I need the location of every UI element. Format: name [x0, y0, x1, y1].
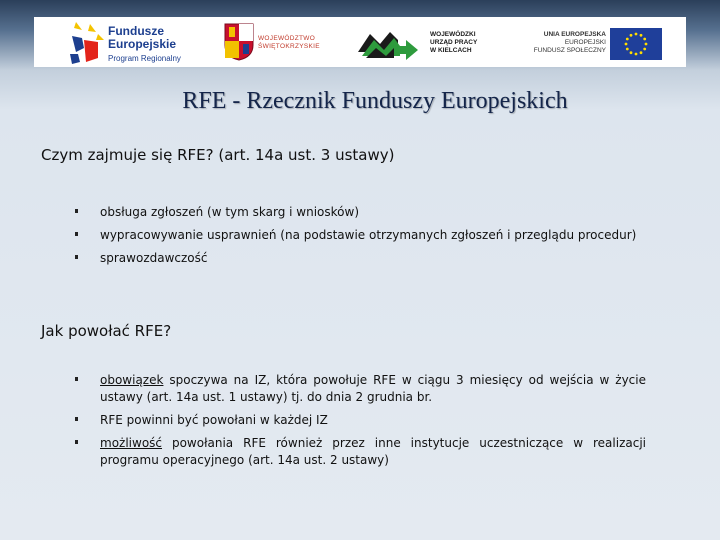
bullet-icon: [75, 232, 78, 236]
list-item-text: obsługa zgłoszeń (w tym skarg i wniosków): [100, 205, 360, 219]
sw-logo-line1: WOJEWÓDZTWO: [258, 35, 316, 42]
eu-logo-line3: FUNDUSZ SPOŁECZNY: [533, 47, 606, 54]
list-item-text: powołania RFE również przez inne instytucje uczestniczące w realizacji programu operacyjnego (art. 14a ust. 2 ustawy): [100, 436, 646, 467]
bullet-icon: [75, 440, 78, 444]
list-item-text: RFE powinni być powołani w każdej IZ: [100, 413, 328, 427]
list-item-emphasis: obowiązek: [100, 373, 164, 387]
eu-logo-line2: EUROPEJSKI: [564, 39, 606, 46]
list-item-text: wypracowywanie usprawnień (na podstawie otrzymanych zgłoszeń i przeglądu procedur): [100, 228, 637, 242]
coat-of-arms-icon: [224, 23, 254, 61]
section2-list: [72, 372, 646, 475]
wup-logo-line3: W KIELCACH: [430, 47, 472, 54]
fe-logo-line2: Europejskie: [108, 37, 177, 51]
fe-stars-icon: [68, 18, 108, 66]
wup-logo-line2: URZĄD PRACY: [430, 39, 478, 46]
list-item: [72, 227, 646, 250]
fe-logo-line3: Program Regionalny: [108, 54, 181, 63]
slide-title: RFE - Rzecznik Funduszy Europejskich: [182, 88, 568, 114]
list-item-text: sprawozdawczość: [100, 251, 208, 265]
section1-heading: Czym zajmuje się RFE? (art. 14a ust. 3 ustawy): [41, 146, 395, 164]
list-item: [72, 412, 646, 429]
wojewodztwo-swietokrzyskie-logo: [222, 17, 334, 67]
list-item-emphasis: możliwość: [100, 436, 163, 450]
fe-logo-line1: Fundusze: [108, 24, 164, 38]
list-item: [72, 372, 646, 406]
list-item: [72, 435, 646, 469]
bullet-icon: [75, 377, 78, 381]
sw-logo-line2: ŚWIĘTOKRZYSKIE: [258, 43, 320, 50]
list-item: [72, 250, 646, 273]
section1-list: [72, 204, 646, 273]
wup-arrow-icon: [356, 22, 422, 62]
bullet-icon: [75, 417, 78, 421]
wup-kielce-logo: [356, 17, 516, 67]
fundusze-europejskie-logo: [66, 17, 216, 67]
unia-europejska-logo: [518, 17, 686, 67]
list-item-text: spoczywa na IZ, która powołuje RFE w ciągu 3 miesięcy od wejścia w życie ustawy (art. 14a ust. 1 ustawy) tj. do dnia 2 grudnia br.: [100, 373, 646, 404]
bullet-icon: [75, 255, 78, 259]
list-item: [72, 204, 646, 227]
eu-logo-line1: UNIA EUROPEJSKA: [543, 31, 606, 38]
bullet-icon: [75, 209, 78, 213]
logo-bar: [34, 17, 686, 67]
section2-heading: Jak powołać RFE?: [41, 322, 172, 340]
eu-flag-icon: [610, 28, 662, 60]
wup-logo-line1: WOJEWÓDZKI: [430, 31, 476, 38]
